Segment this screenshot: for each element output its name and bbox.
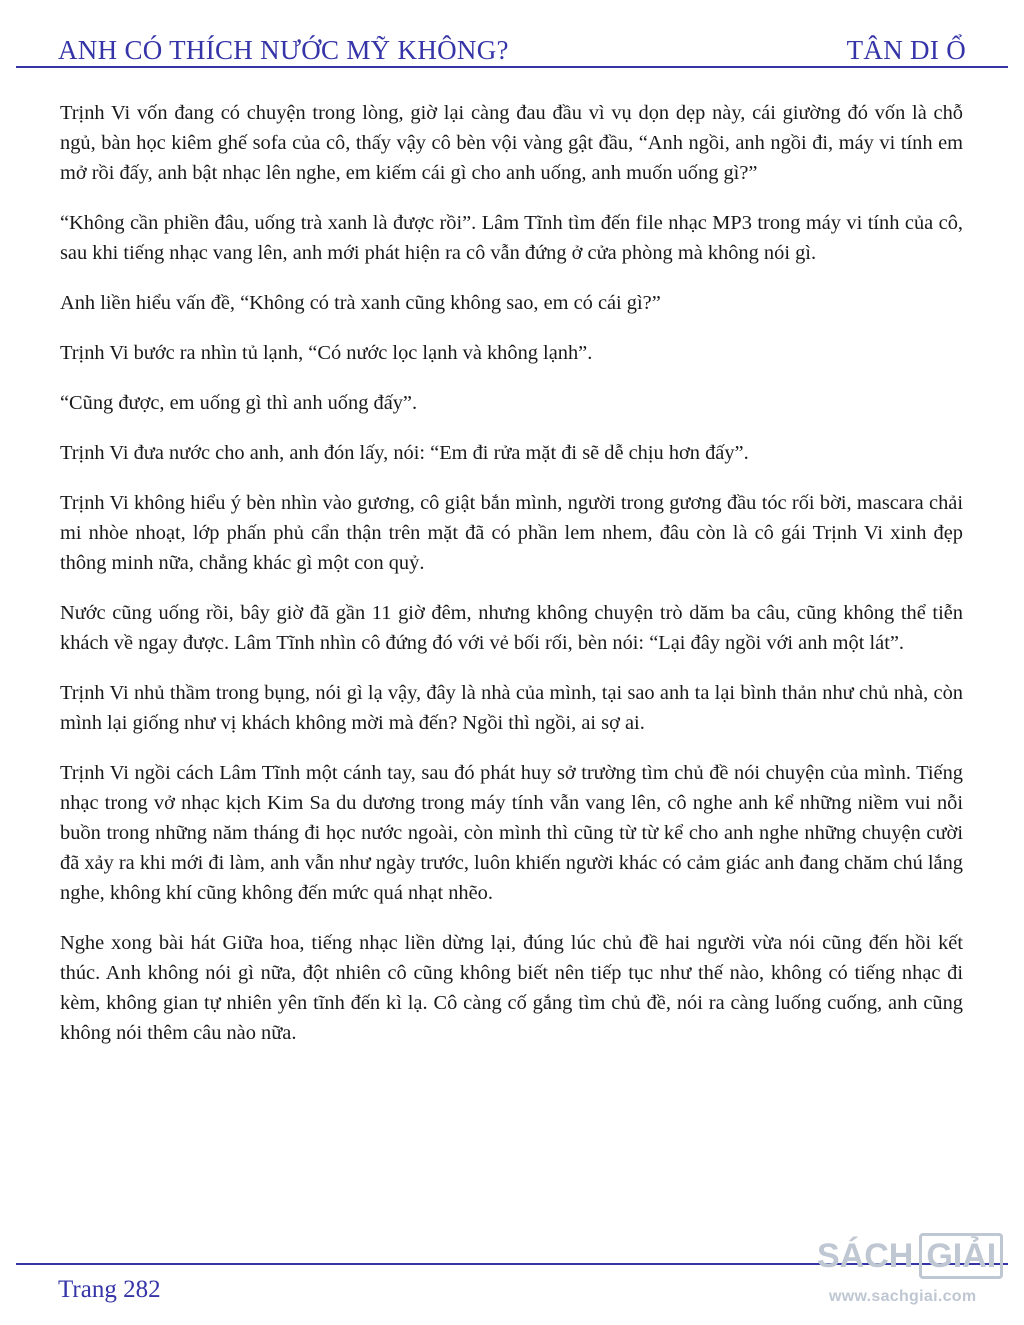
watermark-brand-left: SÁCH — [817, 1236, 914, 1275]
page-number: Trang 282 — [58, 1276, 161, 1303]
book-title: ANH CÓ THÍCH NƯỚC MỸ KHÔNG? — [58, 35, 509, 65]
paragraph: Anh liền hiểu vấn đề, “Không có trà xanh cũng không sao, em có cái gì?” — [60, 292, 661, 314]
watermark-brand-right: GIẢI — [919, 1233, 1003, 1279]
paragraph: “Cũng được, em uống gì thì anh uống đấy”. — [60, 392, 418, 414]
page-body — [60, 98, 963, 1068]
paragraph: Nước cũng uống rồi, bây giờ đã gần 11 giờ đêm, nhưng không chuyện trò dăm ba câu, cũng không thể tiễn khách về ngay được. Lâm Tĩnh nhìn cô đứng đó với vẻ bối rối, bèn nói: “Lại đây ngồi với anh một lát”. — [60, 602, 963, 654]
paragraph: Trịnh Vi nhủ thầm trong bụng, nói gì lạ vậy, đây là nhà của mình, tại sao anh ta lại bình thản như chủ nhà, còn mình lại giống như vị khách không mời mà đến? Ngồi thì ngồi, ai sợ ai. — [60, 682, 963, 734]
watermark-logo — [817, 1226, 1017, 1318]
paragraph: Trịnh Vi bước ra nhìn tủ lạnh, “Có nước lọc lạnh và không lạnh”. — [60, 342, 593, 364]
page-header — [58, 22, 966, 66]
paragraph: “Không cần phiền đâu, uống trà xanh là được rồi”. Lâm Tĩnh tìm đến file nhạc MP3 trong máy vi tính của cô, sau khi tiếng nhạc vang lên, anh mới phát hiện ra cô vẫn đứng ở cửa phòng mà không nói gì. — [60, 212, 963, 264]
watermark-url: www.sachgiai.com — [829, 1288, 977, 1305]
paragraph: Trịnh Vi vốn đang có chuyện trong lòng, giờ lại càng đau đầu vì vụ dọn dẹp này, cái giường đó vốn là chỗ ngủ, bàn học kiêm ghế sofa của cô, thấy vậy cô bèn vội vàng gật đầu, “Anh ngồi, anh ngồi đi, máy vi tính em mở rồi đấy, anh bật nhạc lên nghe, em kiếm cái gì cho anh uống, anh muốn uống gì?” — [60, 102, 963, 184]
paragraph: Trịnh Vi ngồi cách Lâm Tĩnh một cánh tay, sau đó phát huy sở trường tìm chủ đề nói chuyện của mình. Tiếng nhạc trong vở nhạc kịch Kim Sa du dương trong máy tính vẫn vang lên, cô nghe anh kể những niềm vui nỗi buồn trong những năm tháng đi học nước ngoài, còn mình thì cũng từ từ kể cho anh nghe những chuyện cười đã xảy ra khi mới đi làm, anh vẫn như ngày trước, luôn khiến người khác có cảm giác anh đang chăm chú lắng nghe, không khí cũng không đến mức quá nhạt nhẽo. — [60, 762, 963, 904]
header-divider — [16, 66, 1008, 68]
paragraph: Nghe xong bài hát Giữa hoa, tiếng nhạc liền dừng lại, đúng lúc chủ đề hai người vừa nói cũng đến hồi kết thúc. Anh không nói gì nữa, đột nhiên cô cũng không biết nên tiếp tục như thế nào, không có tiếng nhạc đi kèm, không gian tự nhiên yên tĩnh đến kì lạ. Cô càng cố gắng tìm chủ đề, nói ra càng luống cuống, anh cũng không nói thêm câu nào nữa. — [60, 932, 963, 1044]
watermark-brand — [817, 1226, 1017, 1286]
book-author: TÂN DI Ổ — [846, 35, 966, 65]
paragraph: Trịnh Vi đưa nước cho anh, anh đón lấy, nói: “Em đi rửa mặt đi sẽ dễ chịu hơn đấy”. — [60, 442, 749, 464]
paragraph: Trịnh Vi không hiểu ý bèn nhìn vào gương, cô giật bắn mình, người trong gương đầu tóc rối bời, mascara chải mi nhòe nhoạt, lớp phấn phủ cẩn thận trên mặt đã có phần lem nhem, đâu còn là cô gái Trịnh Vi xinh đẹp thông minh nữa, chẳng khác gì một con quỷ. — [60, 492, 963, 574]
